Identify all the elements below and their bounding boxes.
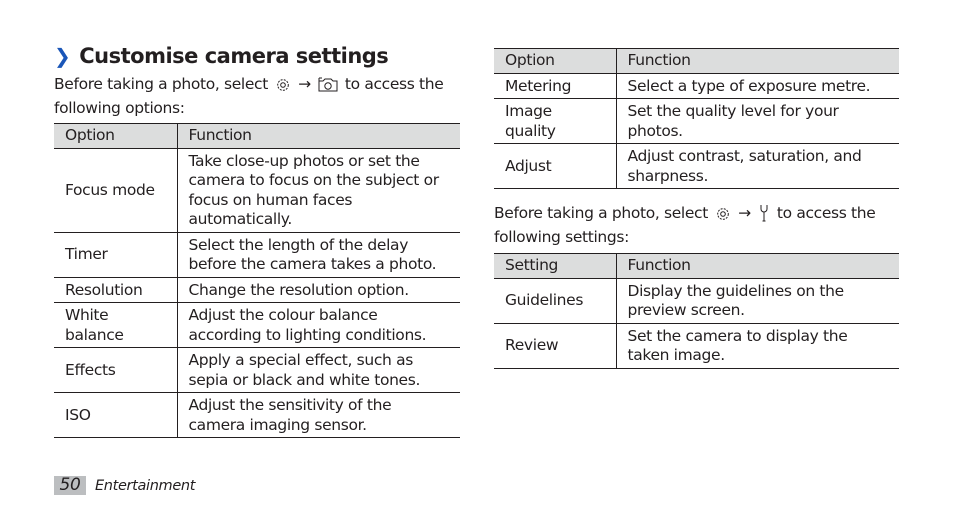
settings-table	[494, 253, 899, 369]
intro-text: Before taking a photo, select	[494, 204, 708, 222]
settings-gear-icon	[715, 206, 731, 227]
table-header-row	[494, 254, 899, 279]
section-heading	[54, 44, 388, 68]
column-header-option: Option	[494, 49, 616, 74]
intro-text: Before taking a photo, select	[54, 75, 268, 93]
table-row	[54, 277, 460, 303]
column-header-setting: Setting	[494, 254, 616, 279]
section-name: Entertainment	[95, 477, 196, 494]
camera-settings-icon	[318, 76, 338, 98]
table-row	[54, 348, 460, 393]
table-row	[494, 323, 899, 368]
arrow-glyph: →	[298, 75, 311, 93]
function-cell: Adjust the colour balance according to lighting conditions.	[177, 303, 460, 348]
options-table	[54, 123, 460, 438]
function-cell: Adjust the sensitivity of the camera imaging sensor.	[177, 393, 460, 438]
option-cell: Timer	[54, 232, 177, 277]
option-cell: White balance	[54, 303, 177, 348]
page-footer	[54, 476, 195, 495]
function-cell: Set the quality level for your photos.	[616, 99, 899, 144]
option-cell: Metering	[494, 73, 616, 99]
intro-text-line2: following settings:	[494, 228, 629, 246]
function-cell: Select a type of exposure metre.	[616, 73, 899, 99]
table-row	[494, 278, 899, 323]
function-cell: Select the length of the delay before the camera takes a photo.	[177, 232, 460, 277]
table-row	[494, 73, 899, 99]
page-title: Customise camera settings	[79, 44, 389, 68]
function-cell: Set the camera to display the taken image.	[616, 323, 899, 368]
option-cell: Effects	[54, 348, 177, 393]
column-header-function: Function	[177, 124, 460, 149]
intro-settings	[494, 203, 875, 247]
table-header-row	[54, 124, 460, 149]
table-row	[54, 303, 460, 348]
tools-icon	[758, 204, 770, 227]
intro-options	[54, 74, 443, 118]
column-header-function: Function	[616, 254, 899, 279]
option-cell: Resolution	[54, 277, 177, 303]
function-cell: Take close-up photos or set the camera to focus on the subject or focus on human faces automatically.	[177, 148, 460, 232]
settings-gear-icon	[275, 77, 291, 98]
function-cell: Change the resolution option.	[177, 277, 460, 303]
function-cell: Display the guidelines on the preview screen.	[616, 278, 899, 323]
table-row	[54, 148, 460, 232]
table-row	[54, 232, 460, 277]
table-row	[494, 144, 899, 189]
setting-cell: Review	[494, 323, 616, 368]
option-cell: Adjust	[494, 144, 616, 189]
arrow-glyph: →	[738, 204, 751, 222]
column-header-function: Function	[616, 49, 899, 74]
table-row	[54, 393, 460, 438]
option-cell: Image quality	[494, 99, 616, 144]
page-number: 50	[54, 476, 86, 495]
options-table-continued	[494, 48, 899, 189]
intro-text-line2: following options:	[54, 99, 185, 117]
chevron-right-icon: ❯	[54, 44, 71, 68]
table-header-row	[494, 49, 899, 74]
table-row	[494, 99, 899, 144]
function-cell: Apply a special effect, such as sepia or black and white tones.	[177, 348, 460, 393]
column-header-option: Option	[54, 124, 177, 149]
intro-text-after: to access the	[344, 75, 444, 93]
option-cell: ISO	[54, 393, 177, 438]
function-cell: Adjust contrast, saturation, and sharpness.	[616, 144, 899, 189]
setting-cell: Guidelines	[494, 278, 616, 323]
intro-text-after: to access the	[776, 204, 876, 222]
option-cell: Focus mode	[54, 148, 177, 232]
